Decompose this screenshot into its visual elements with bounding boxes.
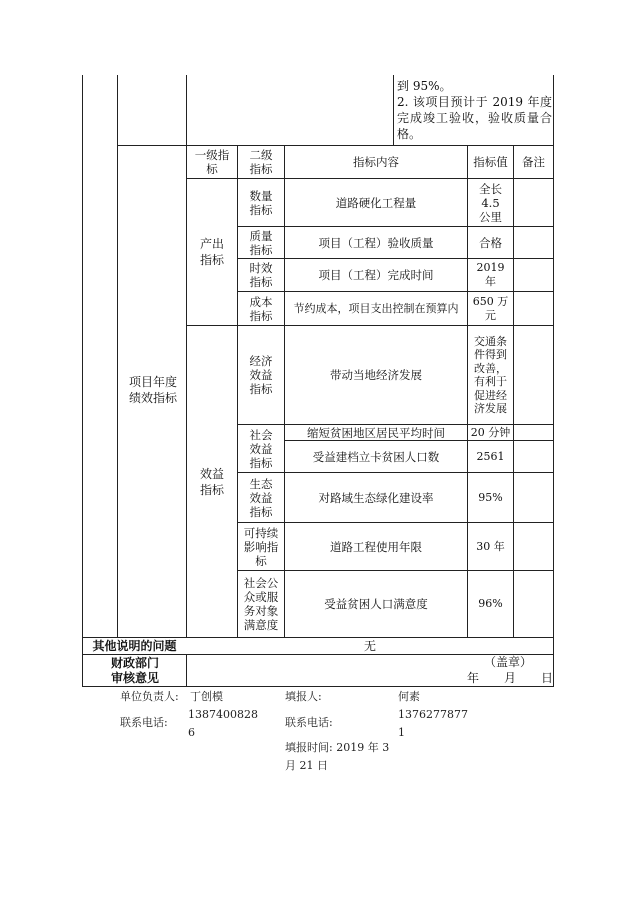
benefit-content-social-1: 缩短贫困地区居民平均时间 <box>307 425 445 440</box>
benefit-content-sustainable: 道路工程使用年限 <box>330 539 422 554</box>
output-value-cost: 650 万元 <box>472 294 509 322</box>
header-remark: 备注 <box>522 155 545 169</box>
output-level2-timeliness: 时效指标 <box>249 261 273 289</box>
benefit-level2-economic: 经济效益指标 <box>249 354 273 396</box>
section-label: 项目年度绩效指标 <box>128 375 177 405</box>
benefit-level2-satisfaction: 社会公众或服务对象满意度 <box>243 576 279 632</box>
reporter-name: 何素 <box>398 690 420 703</box>
finance-seal: （盖章） <box>484 655 533 669</box>
benefit-level2-social: 社会效益指标 <box>249 427 273 470</box>
benefit-value-sustainable: 30 年 <box>476 539 505 553</box>
benefit-value-social-1: 20 分钟 <box>470 425 511 439</box>
phone-2: 13762778771 <box>398 708 468 739</box>
phone-label-2: 联系电话: <box>285 716 333 729</box>
phone-label-1: 联系电话: <box>120 716 168 729</box>
finance-day: 日 <box>541 671 554 685</box>
benefit-content-economic: 带动当地经济发展 <box>330 368 422 382</box>
finance-year: 年 <box>467 671 480 685</box>
reporter-label: 填报人: <box>285 690 322 703</box>
output-value-timeliness: 2019 年 <box>476 261 505 288</box>
other-issues-label: 其他说明的问题 <box>92 639 177 653</box>
benefit-label: 效益指标 <box>199 466 224 497</box>
top-note <box>397 78 552 142</box>
finance-month: 月 <box>504 671 517 685</box>
output-content-timeliness: 项目（工程）完成时间 <box>318 268 434 282</box>
benefit-value-economic: 交通条件得到改善，有利于促进经济发展 <box>474 334 507 415</box>
output-label: 产出指标 <box>199 237 224 267</box>
output-level2-cost: 成本指标 <box>249 294 273 323</box>
benefit-value-ecological: 95% <box>478 490 503 504</box>
output-content-quantity: 道路硬化工程量 <box>335 195 417 210</box>
benefit-level2-ecological: 生态效益指标 <box>249 476 273 519</box>
benefit-content-social-2: 受益建档立卡贫困人口数 <box>312 449 440 464</box>
benefit-content-satisfaction: 受益贫困人口满意度 <box>324 597 428 611</box>
output-value-quality: 合格 <box>479 235 502 250</box>
output-level2-quantity: 数量指标 <box>249 188 273 217</box>
other-issues-value: 无 <box>363 639 376 653</box>
output-content-quality: 项目（工程）验收质量 <box>318 235 434 250</box>
benefit-value-social-2: 2561 <box>476 449 505 463</box>
header-value: 指标值 <box>473 155 508 169</box>
unit-head-label: 单位负责人: <box>120 690 179 703</box>
finance-label-line2: 审核意见 <box>111 671 160 685</box>
output-level2-quality: 质量指标 <box>249 228 273 257</box>
unit-head-name: 丁创模 <box>190 690 223 703</box>
benefit-value-satisfaction: 96% <box>478 597 503 610</box>
benefit-level2-sustainable: 可持续影响指标 <box>243 525 279 568</box>
finance-label-line1: 财政部门 <box>111 656 160 670</box>
output-content-cost: 节约成本，项目支出控制在预算内 <box>293 301 459 315</box>
output-value-quantity: 全长 4.5 公里 <box>479 181 502 224</box>
phone-1: 13874008286 <box>188 708 258 739</box>
fill-time: 填报时间: 2019 年 3 月 21 日 <box>285 741 390 772</box>
top-note-line1: 到 95%。 <box>397 79 452 93</box>
top-note-line2: 2. 该项目预计于 2019 年度完成竣工验收，验收质量合格。 <box>397 95 552 141</box>
header-content: 指标内容 <box>353 155 399 169</box>
header-level2: 二级指标 <box>249 148 273 176</box>
finance-label <box>83 655 186 686</box>
benefit-content-ecological: 对路域生态绿化建设率 <box>318 490 434 505</box>
header-level1: 一级指标 <box>194 148 230 176</box>
